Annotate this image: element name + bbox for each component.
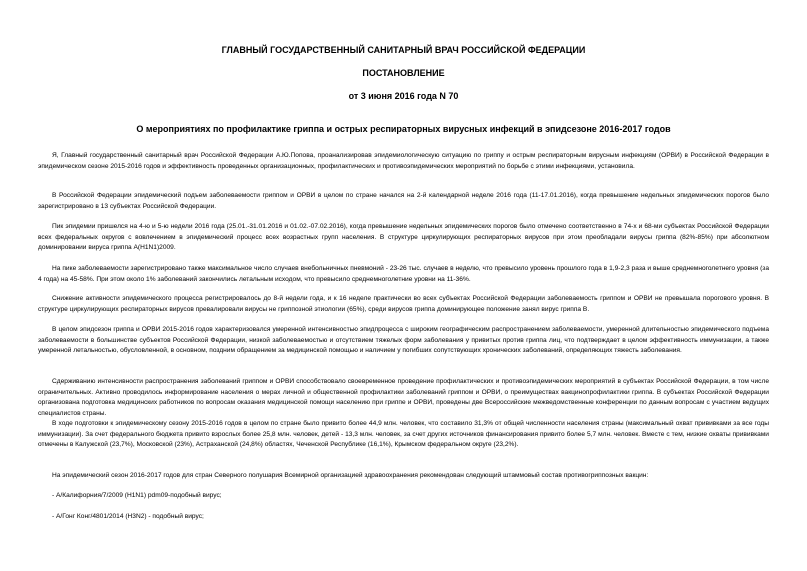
paragraph-3: Пик эпидемии пришелся на 4-ю и 5-ю недели 2016 года (25.01.-31.01.2016 и 01.02.-07.02.2016), когда превышение недельных эпидемических порогов было отмечено соответственно в 74-х и 68-ми субъектах Российской Федерации всех федеральных округов с вовлечением в эпидемический процесс всех возрастных групп населения. В структуре циркулирующих респираторных вирусов при этом преобладали вирусы гриппа (82%-85%) при абсолютном доминировании вируса гриппа A(H1N1)2009. bbox=[38, 223, 769, 252]
document-type: ПОСТАНОВЛЕНИЕ bbox=[362, 68, 445, 78]
document-date-number: от 3 июня 2016 года N 70 bbox=[348, 91, 459, 101]
vaccine-strain-item: - А/Гонг Конг/4801/2014 (H3N2) - подобный вирус; bbox=[52, 513, 204, 520]
paragraph-1: Я, Главный государственный санитарный врач Российской Федерации А.Ю.Попова, проанализировав эпидемиологическую ситуацию по гриппу и острым респираторным вирусным инфекциям (ОРВИ) в Российской Федерации в эпидемическом сезоне 2015-2016 годов и эффективность проведенных организационных, профилактических и противоэпидемических мероприятий по борьбе с этими инфекциями, установила. bbox=[38, 152, 769, 170]
paragraph-5: Снижение активности эпидемического процесса регистрировалось до 8-й недели года, и к 16 неделе практически во всех субъектах Российской Федерации заболеваемость гриппом и ОРВИ не превышала порогового уровня. В структуре циркулирующих респираторных вирусов превалировали вирусы не гриппозной этиологии (65%), среди вирусов гриппа доминирующее положение занял вирус гриппа В. bbox=[38, 295, 769, 313]
paragraph-4: На пике заболеваемости зарегистрировано также максимальное число случаев внебольничных пневмоний - 23-26 тыс. случаев в неделю, что превысило уровень прошлого года в 1,9-2,3 раза и выше среднемноголетнего уровня (за 4 года) на 45-58%. При этом около 1% заболеваний закончились летальным исходом, что превысило среднемноголетние уровни на 11-36%. bbox=[38, 265, 769, 283]
paragraph-8: В ходе подготовки к эпидемическому сезону 2015-2016 годов в целом по стране было привито более 44,9 млн. человек, что составило 31,3% от общей численности населения страны (максимальный охват прививками за все годы иммунизации). За счет федерального бюджета привито взрослых более 25,8 млн. человек, детей - 13,3 млн. человек, за счет других источников финансирования привито более 5,7 млн. человек. Вместе с тем, низкие охваты прививками отмечены в Калужской (23,7%), Московской (23%), Астраханской (24,8%) областях, Чеченской Республике (16,1%), Крымском федеральном округе (23,2%). bbox=[38, 420, 769, 449]
issuing-authority: ГЛАВНЫЙ ГОСУДАРСТВЕННЫЙ САНИТАРНЫЙ ВРАЧ РОССИЙСКОЙ ФЕДЕРАЦИИ bbox=[221, 45, 586, 55]
paragraph-2: В Российской Федерации эпидемический подъем заболеваемости гриппом и ОРВИ в целом по стране начался на 2-й календарной неделе 2016 года (11-17.01.2016), когда превышение недельных эпидемических порогов было зарегистрировано в 13 субъектах Российской Федерации. bbox=[38, 192, 769, 210]
paragraph-9: На эпидемический сезон 2016-2017 годов для стран Северного полушария Всемирной организацией здравоохранения рекомендован следующий штаммовый состав противогриппозных вакцин: bbox=[52, 472, 649, 479]
document-title: О мероприятиях по профилактике гриппа и острых респираторных вирусных инфекций в эпидсезоне 2016-2017 годов bbox=[136, 124, 671, 134]
paragraph-6: В целом эпидсезон гриппа и ОРВИ 2015-2016 годов характеризовался умеренной интенсивностью эпидпроцесса с широким географическим распространением заболеваемости, умеренной длительностью эпидемического подъема заболеваемости в большинстве субъектов Российской Федерации, низкой заболеваемостью и отсутствием тяжелых форм заболевания у привитых против гриппа лиц, что подтверждает в целом эффективность иммунизации, а также умеренной летальностью, обусловленной, в основном, поздним обращением за медицинской помощью и наличием у погибших сопутствующих хронических заболеваний, определяющих тяжесть заболевания. bbox=[38, 326, 769, 355]
paragraph-7: Сдерживанию интенсивности распространения заболеваний гриппом и ОРВИ способствовало своевременное проведение профилактических и противоэпидемических мероприятий в субъектах Российской Федерации, в том числе ограничительных. Активно проводилось информирование населения о мерах личной и общественной профилактики заболеваний гриппом и ОРВИ, о преимуществах вакцинопрофилактики гриппа. В субъектах Российской Федерации организована подготовка медицинских работников по вопросам оказания медицинской помощи населению при гриппе и ОРВИ, проведены две Всероссийские межведомственные конференции по данным вопросам с участием ведущих специалистов страны. bbox=[38, 378, 769, 417]
vaccine-strain-item: - А/Калифорния/7/2009 (H1N1) pdm09-подобный вирус; bbox=[52, 492, 222, 499]
